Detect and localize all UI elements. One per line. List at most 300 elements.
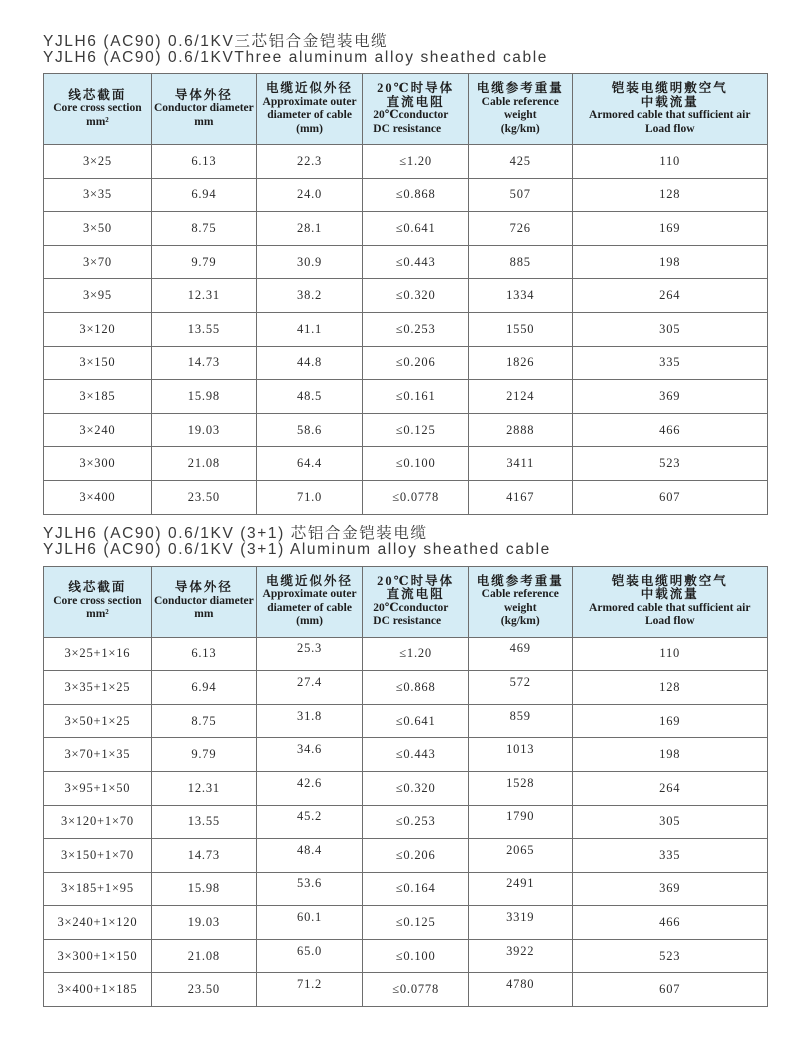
header-line: mm: [194, 608, 214, 621]
header-line: 铠装电缆明敷空气: [611, 81, 728, 95]
table-cell: [44, 480, 152, 514]
cell-value: 726: [509, 220, 531, 235]
cell-value: 6.94: [191, 187, 217, 202]
cell-value: 198: [659, 747, 681, 762]
cell-value: 9.79: [191, 747, 217, 762]
header-line: Cable reference weight: [481, 95, 559, 121]
header-line: 20℃时导体: [377, 81, 455, 95]
table-cell: [572, 839, 768, 873]
header-line: 中载流量: [640, 94, 699, 109]
cell-value: 128: [659, 679, 681, 694]
cell-value: 169: [659, 713, 681, 728]
cell-value: 6.13: [191, 153, 217, 168]
cell-value: 38.2: [297, 288, 323, 303]
table-cell: [572, 973, 768, 1007]
table-cell: [572, 178, 768, 212]
table-cell: [363, 704, 469, 738]
cell-value: ≤0.868: [395, 187, 436, 202]
table-cell: [151, 704, 256, 738]
table-cell: [44, 973, 152, 1007]
table-cell: [151, 279, 256, 313]
table-cell: [572, 380, 768, 414]
cell-value: 48.4: [297, 842, 323, 857]
table-row: [44, 447, 768, 481]
cell-value: 264: [659, 288, 681, 303]
header-line: diameter of cable: [267, 601, 352, 614]
table-cell: [363, 805, 469, 839]
cell-value: 28.1: [297, 220, 323, 235]
table-cell: [44, 380, 152, 414]
cell-value: 3×35: [82, 187, 112, 202]
header-line: 线芯截面: [68, 87, 127, 102]
table-row: [44, 637, 768, 671]
cell-value: 3×150+1×70: [60, 847, 134, 862]
cell-value: ≤0.443: [395, 747, 436, 762]
cell-value: 110: [659, 153, 681, 168]
cell-value: 3×400: [79, 489, 116, 504]
table-cell: [468, 805, 572, 839]
cell-value: 607: [659, 489, 681, 504]
cell-value: 65.0: [297, 943, 323, 958]
cell-value: 1334: [506, 288, 535, 303]
table-cell: [44, 939, 152, 973]
cell-value: 21.08: [187, 948, 220, 963]
header-cell: [468, 566, 572, 637]
table-cell: [468, 145, 572, 179]
table-cell: [44, 279, 152, 313]
table-row: [44, 413, 768, 447]
table-cell: [256, 973, 362, 1007]
cell-value: ≤0.206: [395, 355, 436, 370]
header-line: Armored cable that sufficient air: [589, 109, 751, 121]
cell-value: 8.75: [191, 220, 217, 235]
cell-value: ≤0.868: [395, 679, 436, 694]
header-line: 直流电阻: [386, 587, 445, 602]
cell-value: 3×95+1×50: [64, 780, 131, 795]
header-cell: [572, 74, 768, 145]
cell-value: ≤0.161: [395, 388, 436, 403]
table-row: [44, 704, 768, 738]
table-cell: [572, 346, 768, 380]
table-cell: [256, 738, 362, 772]
table-cell: [44, 805, 152, 839]
header-line: Approximate outer: [262, 588, 357, 601]
table-row: [44, 346, 768, 380]
cell-value: 469: [509, 641, 531, 656]
table-cell: [572, 939, 768, 973]
cell-value: 6.13: [191, 646, 217, 661]
cell-value: 523: [659, 948, 681, 963]
table-cell: [572, 704, 768, 738]
table-row: [44, 671, 768, 705]
table-cell: [256, 906, 362, 940]
table-cell: [468, 312, 572, 346]
cell-value: 8.75: [191, 713, 217, 728]
header-line: Conductor diameter: [153, 102, 254, 115]
cell-value: 13.55: [187, 321, 220, 336]
cell-value: ≤0.125: [395, 915, 436, 930]
table2-title-block: [43, 526, 800, 558]
header-line: Load flow: [644, 615, 695, 628]
table-cell: [151, 346, 256, 380]
table-cell: [363, 447, 469, 481]
header-cell: [256, 74, 362, 145]
header-line: DC resistance: [373, 615, 442, 628]
table-cell: [572, 671, 768, 705]
header-line: 直流电阻: [386, 94, 445, 109]
table-cell: [44, 637, 152, 671]
table-cell: [151, 212, 256, 246]
table-cell: [363, 973, 469, 1007]
cell-value: 1528: [506, 775, 535, 790]
table-cell: [44, 872, 152, 906]
cell-value: ≤1.20: [399, 153, 432, 168]
table-cell: [256, 212, 362, 246]
cell-value: 19.03: [187, 915, 220, 930]
header-line: Armored cable that sufficient air: [589, 601, 751, 614]
cell-value: ≤0.100: [395, 948, 436, 963]
header-line: 20℃conductor: [373, 601, 449, 614]
table-cell: [44, 839, 152, 873]
table-cell: [151, 671, 256, 705]
cell-value: 44.8: [297, 355, 323, 370]
header-cell: [151, 74, 256, 145]
cell-value: ≤0.206: [395, 847, 436, 862]
cell-value: 1013: [506, 742, 535, 757]
table-cell: [572, 212, 768, 246]
table-cell: [151, 413, 256, 447]
table-cell: [363, 245, 469, 279]
table2-title-en: YJLH6 (AC90) 0.6/1KV (3+1) Aluminum alloy sheathed cable: [43, 540, 551, 558]
table-cell: [572, 906, 768, 940]
table-row: [44, 839, 768, 873]
table-cell: [44, 413, 152, 447]
cell-value: 3×25: [82, 153, 112, 168]
cell-value: 305: [659, 321, 681, 336]
cell-value: 34.6: [297, 742, 323, 757]
header-line: (kg/km): [500, 122, 540, 135]
header-line: (mm): [296, 122, 323, 135]
table-cell: [572, 145, 768, 179]
cell-value: ≤0.164: [395, 881, 436, 896]
header-line: mm²: [86, 115, 109, 128]
cell-value: 425: [509, 153, 531, 168]
cell-value: ≤0.320: [395, 780, 436, 795]
cell-value: ≤0.641: [395, 713, 436, 728]
header-line: DC resistance: [373, 122, 442, 135]
header-line: 电缆近似外径: [266, 81, 354, 95]
cell-value: 41.1: [297, 321, 323, 336]
table-cell: [44, 738, 152, 772]
table-cell: [44, 447, 152, 481]
table-cell: [44, 212, 152, 246]
table-cell: [363, 771, 469, 805]
cell-value: 15.98: [187, 388, 220, 403]
table-cell: [363, 939, 469, 973]
table-cell: [256, 771, 362, 805]
cell-value: 3×300+1×150: [57, 948, 138, 963]
header-line: 中载流量: [640, 587, 699, 602]
table-row: [44, 212, 768, 246]
table-cell: [468, 413, 572, 447]
cell-value: 335: [659, 355, 681, 370]
cell-value: 466: [659, 422, 681, 437]
table-cell: [468, 973, 572, 1007]
table-cell: [256, 637, 362, 671]
cell-value: 1550: [506, 321, 535, 336]
cell-value: 13.55: [187, 814, 220, 829]
cell-value: 3×50+1×25: [64, 713, 131, 728]
cable-spec-table-3core-container: [43, 73, 800, 515]
header-cell: [363, 566, 469, 637]
table-cell: [151, 178, 256, 212]
cell-value: 3×185: [79, 388, 116, 403]
table-cell: [151, 380, 256, 414]
cell-value: 3×50: [82, 220, 112, 235]
cell-value: 24.0: [297, 187, 323, 202]
table-row: [44, 145, 768, 179]
table-cell: [363, 839, 469, 873]
table-row: [44, 480, 768, 514]
table-cell: [151, 312, 256, 346]
header-line: 线芯截面: [68, 580, 127, 595]
cell-value: 885: [509, 254, 531, 269]
table-cell: [572, 245, 768, 279]
table-cell: [468, 771, 572, 805]
header-cell: [44, 566, 152, 637]
table-cell: [151, 447, 256, 481]
cell-value: 3×70+1×35: [64, 747, 131, 762]
table-cell: [363, 906, 469, 940]
cell-value: ≤0.0778: [392, 489, 440, 504]
table-cell: [468, 839, 572, 873]
cell-value: 3×240+1×120: [57, 915, 138, 930]
header-line: Core cross section: [53, 102, 142, 115]
header-line: 导体外径: [174, 87, 233, 102]
spec-table: [43, 73, 768, 515]
table-row: [44, 178, 768, 212]
table-row: [44, 312, 768, 346]
table-cell: [256, 704, 362, 738]
cell-value: 128: [659, 187, 681, 202]
cell-value: 45.2: [297, 809, 323, 824]
cell-value: 31.8: [297, 708, 323, 723]
table-cell: [363, 637, 469, 671]
table-cell: [363, 480, 469, 514]
cell-value: 9.79: [191, 254, 217, 269]
table-cell: [363, 671, 469, 705]
cell-value: 110: [659, 646, 681, 661]
table-row: [44, 939, 768, 973]
cable-spec-table-3plus1-container: [43, 566, 800, 1008]
cell-value: 2065: [506, 842, 535, 857]
table-cell: [256, 939, 362, 973]
cell-value: 14.73: [187, 355, 220, 370]
table-row: [44, 771, 768, 805]
cell-value: ≤0.253: [395, 814, 436, 829]
table-cell: [151, 480, 256, 514]
table-cell: [256, 872, 362, 906]
header-cell: [44, 74, 152, 145]
table-row: [44, 973, 768, 1007]
table-cell: [572, 413, 768, 447]
header-row: [44, 74, 768, 145]
cell-value: 3319: [506, 910, 535, 925]
table-row: [44, 805, 768, 839]
header-line: 20℃conductor: [373, 109, 449, 121]
header-cell: [572, 566, 768, 637]
table-cell: [468, 380, 572, 414]
table-cell: [572, 312, 768, 346]
table-cell: [363, 145, 469, 179]
header-line: 电缆近似外径: [266, 573, 354, 588]
table-cell: [256, 346, 362, 380]
cell-value: 264: [659, 780, 681, 795]
table1-title-block: [43, 34, 800, 66]
cell-value: ≤0.0778: [392, 982, 440, 997]
cell-value: 71.0: [297, 489, 323, 504]
table-cell: [256, 671, 362, 705]
cell-value: 27.4: [297, 674, 323, 689]
header-row: [44, 566, 768, 637]
header-line: Core cross section: [53, 594, 142, 607]
table-cell: [572, 637, 768, 671]
table-cell: [468, 637, 572, 671]
cell-value: 169: [659, 220, 681, 235]
table-cell: [256, 145, 362, 179]
table-cell: [468, 738, 572, 772]
table-cell: [256, 839, 362, 873]
table-cell: [256, 805, 362, 839]
cell-value: ≤0.443: [395, 254, 436, 269]
cell-value: 21.08: [187, 456, 220, 471]
cell-value: 23.50: [187, 982, 220, 997]
table-cell: [256, 245, 362, 279]
table-cell: [151, 872, 256, 906]
cell-value: ≤0.100: [395, 456, 436, 471]
header-line: Conductor diameter: [153, 594, 254, 607]
cell-value: ≤1.20: [399, 646, 432, 661]
table-cell: [44, 145, 152, 179]
header-line: diameter of cable: [267, 109, 352, 121]
header-line: 20℃时导体: [377, 573, 455, 588]
cell-value: 6.94: [191, 679, 217, 694]
header-cell: [363, 74, 469, 145]
table2-title-zh: YJLH6 (AC90) 0.6/1KV (3+1) 芯铝合金铠装电缆: [43, 524, 428, 542]
cell-value: 48.5: [297, 388, 323, 403]
cell-value: 198: [659, 254, 681, 269]
table-cell: [363, 212, 469, 246]
table-cell: [151, 245, 256, 279]
cell-value: 53.6: [297, 876, 323, 891]
table-cell: [468, 178, 572, 212]
cell-value: 71.2: [297, 977, 323, 992]
table-cell: [572, 872, 768, 906]
cell-value: ≤0.320: [395, 288, 436, 303]
cell-value: 30.9: [297, 254, 323, 269]
cell-value: 3×95: [82, 288, 112, 303]
table-cell: [44, 312, 152, 346]
header-line: Load flow: [644, 122, 695, 135]
table-row: [44, 245, 768, 279]
cell-value: 3922: [506, 943, 535, 958]
table-row: [44, 380, 768, 414]
table-cell: [363, 312, 469, 346]
table-cell: [363, 279, 469, 313]
cell-value: 19.03: [187, 422, 220, 437]
table-cell: [363, 380, 469, 414]
table-cell: [468, 245, 572, 279]
header-cell: [468, 74, 572, 145]
table-cell: [468, 939, 572, 973]
table-cell: [44, 704, 152, 738]
table-cell: [363, 872, 469, 906]
table-cell: [468, 906, 572, 940]
table-cell: [44, 771, 152, 805]
table-cell: [363, 413, 469, 447]
header-line: Approximate outer: [262, 95, 357, 108]
table-cell: [151, 906, 256, 940]
table-cell: [468, 671, 572, 705]
table-row: [44, 872, 768, 906]
table-cell: [151, 805, 256, 839]
table-cell: [572, 771, 768, 805]
cell-value: 3×300: [79, 456, 116, 471]
cell-value: 507: [509, 187, 531, 202]
table-cell: [468, 704, 572, 738]
header-line: mm²: [86, 608, 109, 621]
cell-value: 607: [659, 982, 681, 997]
cell-value: 42.6: [297, 775, 323, 790]
table1-title-en: YJLH6 (AC90) 0.6/1KVThree aluminum alloy sheathed cable: [43, 49, 549, 66]
cell-value: 14.73: [187, 847, 220, 862]
cell-value: 12.31: [187, 288, 220, 303]
table-cell: [468, 279, 572, 313]
header-line: 电缆参考重量: [476, 81, 564, 95]
cell-value: 3×120: [79, 321, 116, 336]
table-cell: [151, 145, 256, 179]
table-cell: [256, 480, 362, 514]
cell-value: 3×185+1×95: [60, 881, 134, 896]
cell-value: 1790: [506, 809, 535, 824]
cell-value: 22.3: [297, 153, 323, 168]
cell-value: 4167: [506, 489, 535, 504]
table-cell: [44, 178, 152, 212]
cell-value: 335: [659, 847, 681, 862]
table-cell: [256, 279, 362, 313]
cell-value: 3×70: [82, 254, 112, 269]
cell-value: 305: [659, 814, 681, 829]
header-line: mm: [194, 115, 214, 128]
table-cell: [468, 872, 572, 906]
table-cell: [44, 245, 152, 279]
table-cell: [468, 212, 572, 246]
cell-value: 3×25+1×16: [64, 646, 131, 661]
cell-value: 2888: [506, 422, 535, 437]
header-line: 导体外径: [174, 580, 233, 595]
header-line: 电缆参考重量: [476, 573, 564, 588]
table-cell: [44, 671, 152, 705]
cell-value: 3×120+1×70: [60, 814, 134, 829]
table-cell: [468, 480, 572, 514]
header-line: 铠装电缆明敷空气: [611, 573, 728, 588]
cell-value: 369: [659, 881, 681, 896]
cell-value: 1826: [506, 355, 535, 370]
table-row: [44, 906, 768, 940]
table-cell: [44, 906, 152, 940]
cell-value: ≤0.253: [395, 321, 436, 336]
cell-value: 3×150: [79, 355, 116, 370]
